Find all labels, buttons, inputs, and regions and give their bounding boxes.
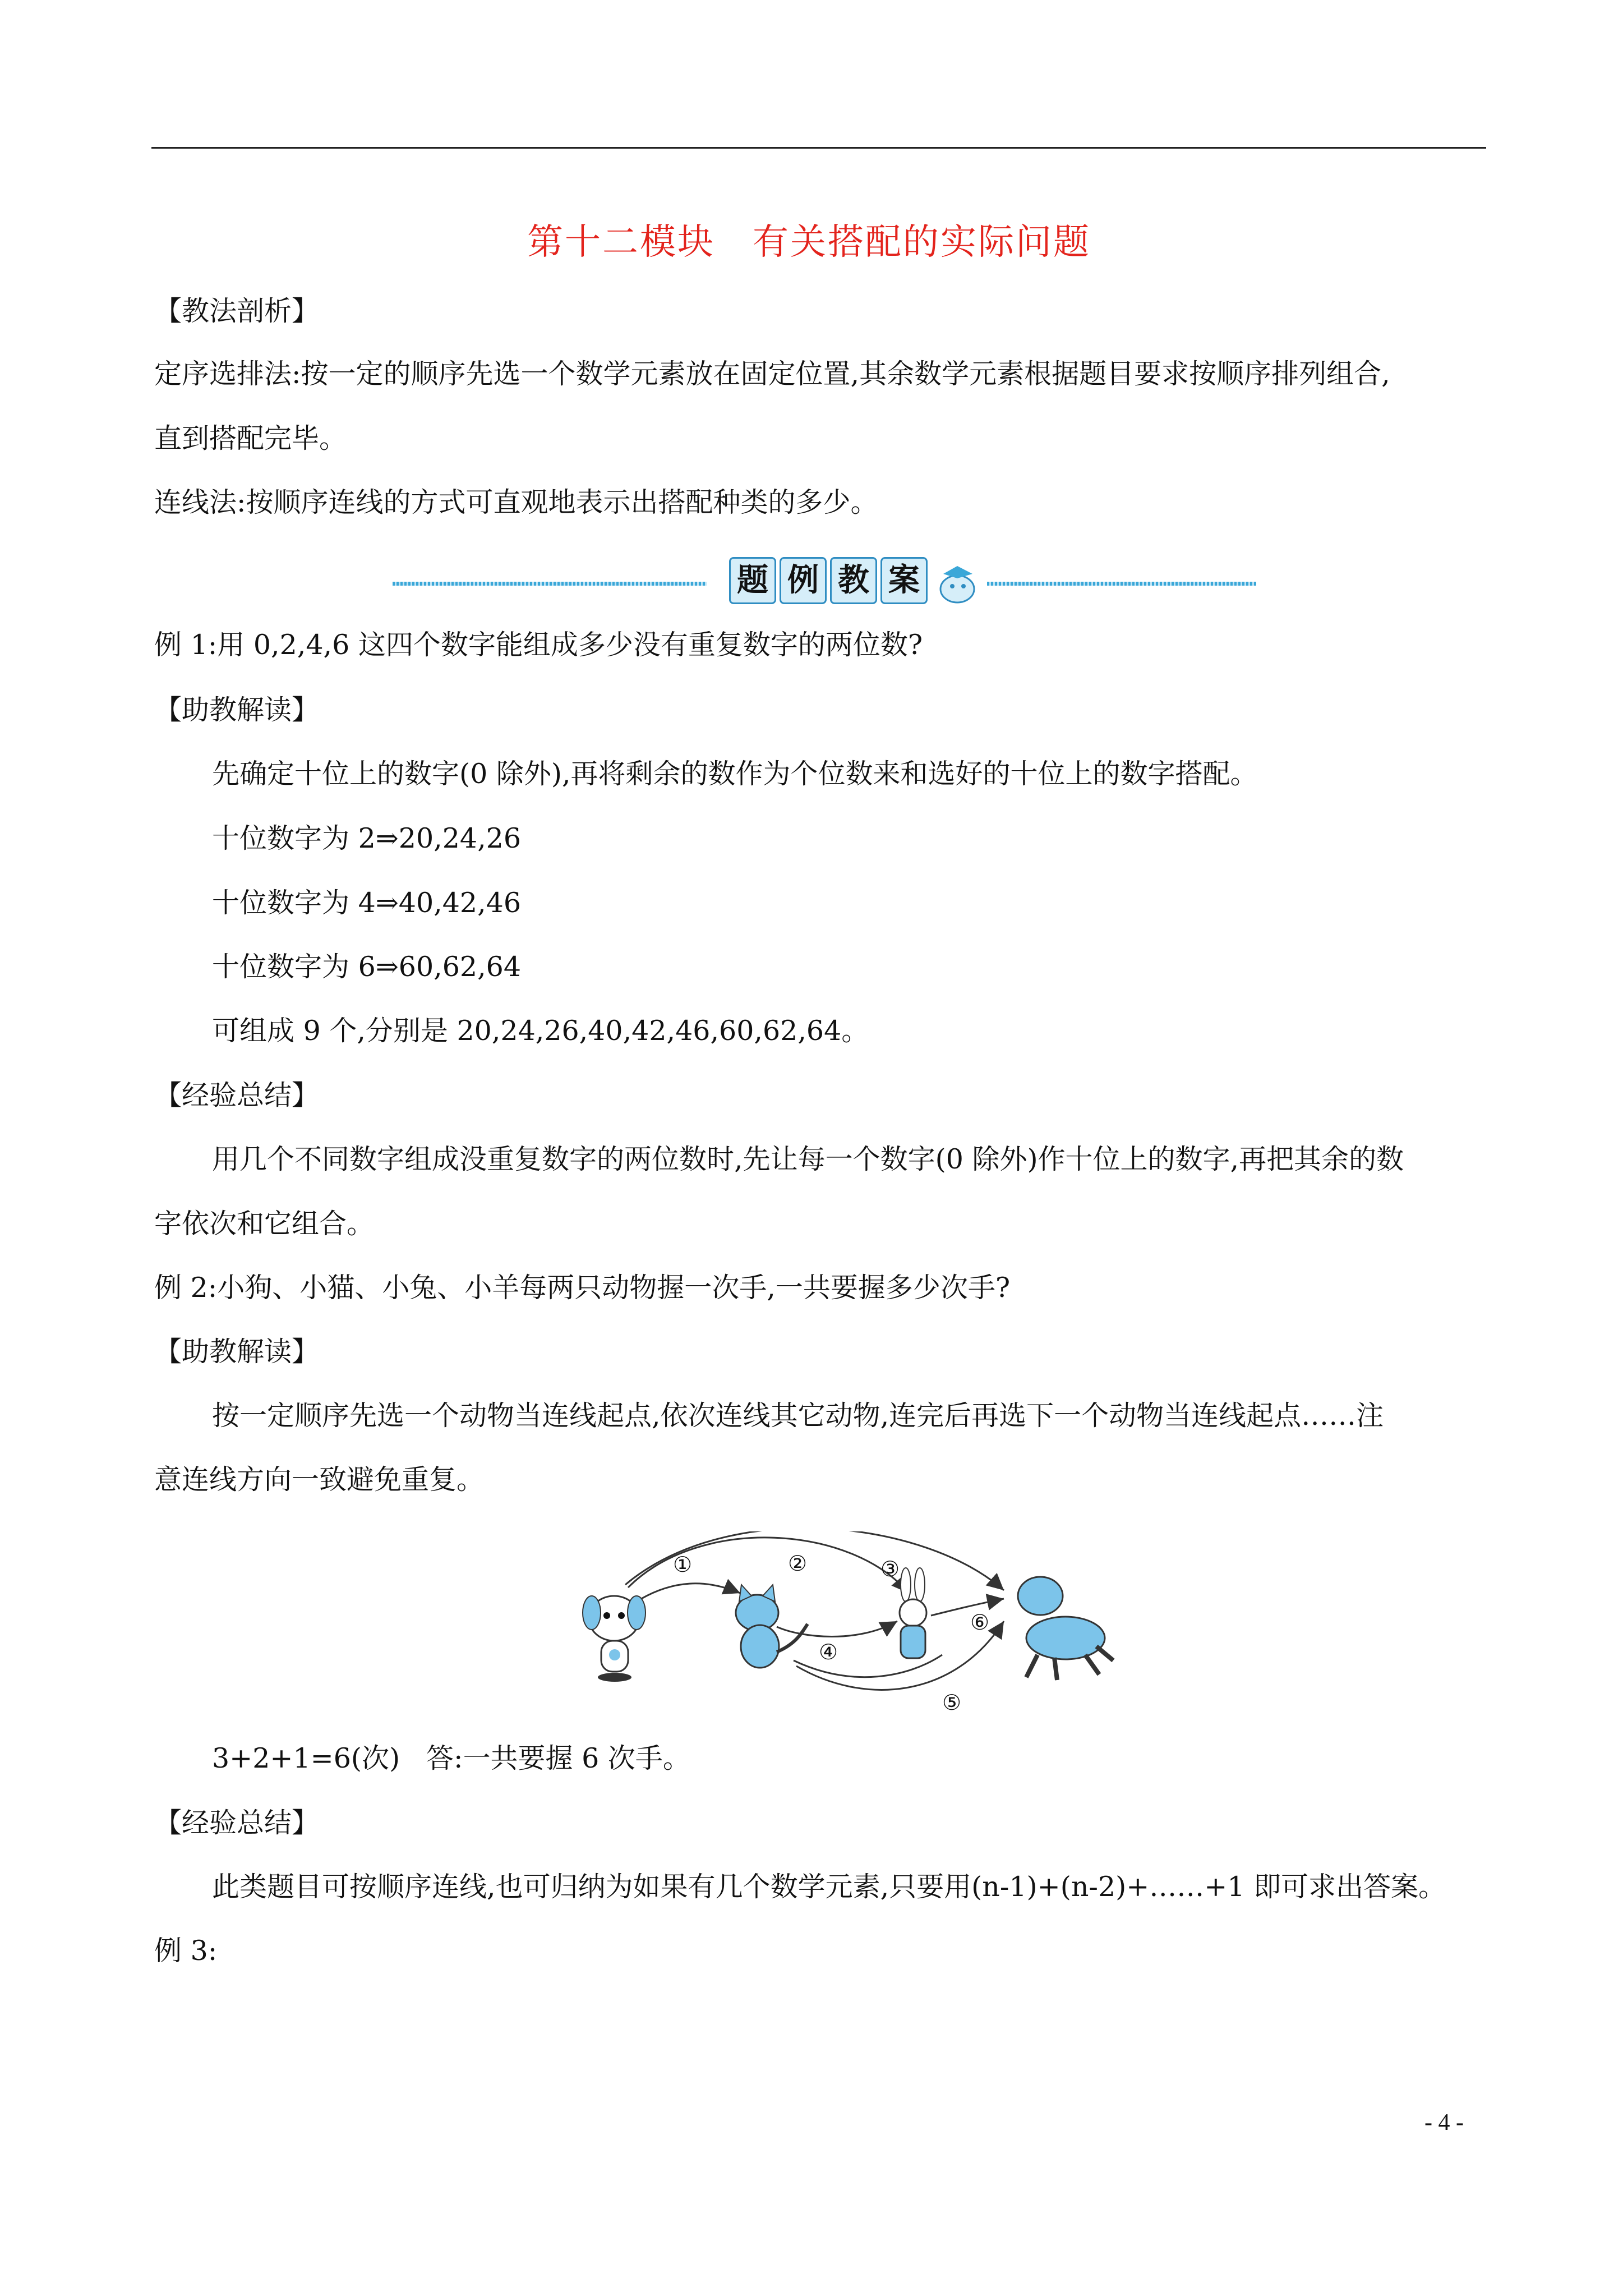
diagram-label: ⑤: [942, 1690, 962, 1715]
paragraph: 字依次和它组合。: [154, 1208, 375, 1240]
diagram-label: ①: [673, 1552, 693, 1577]
banner-line-right: [987, 582, 1256, 586]
section-heading: 【经验总结】: [154, 1807, 320, 1839]
mascot-icon: [932, 558, 985, 609]
paragraph: 直到搭配完毕。: [154, 422, 347, 454]
diagram-label: ②: [788, 1551, 808, 1576]
paragraph: 此类题目可按顺序连线,也可归纳为如果有几个数学元素,只要用(n-1)+(n-2)+……+1 即可求出答案。: [212, 1871, 1446, 1903]
banner-char: 教: [830, 557, 877, 604]
banner-line-left: [393, 582, 707, 586]
section-heading: 【经验总结】: [154, 1079, 320, 1111]
paragraph: 定序选排法:按一定的顺序先选一个数学元素放在固定位置,其余数学元素根据题目要求按顺序排列组合,: [154, 358, 1390, 390]
section-heading: 【教法剖析】: [154, 295, 320, 327]
page-number: - 4 -: [1424, 2110, 1464, 2136]
example-label: 例 3:: [154, 1935, 218, 1967]
paragraph: 意连线方向一致避免重复。: [154, 1464, 485, 1496]
header-rule: [151, 147, 1486, 149]
paragraph: 连线法:按顺序连线的方式可直观地表示出搭配种类的多少。: [154, 486, 878, 518]
example-banner: [393, 553, 1256, 614]
answer-text: 答:一共要握 6 次手。: [426, 1742, 690, 1774]
paragraph: 十位数字为 2⇒20,24,26: [212, 822, 522, 854]
diagram-label: ③: [880, 1557, 900, 1581]
banner-char: 例: [780, 557, 827, 604]
diagram-label: ④: [819, 1640, 838, 1664]
diagram-label: ⑥: [970, 1610, 990, 1635]
paragraph: 十位数字为 6⇒60,62,64: [212, 951, 522, 983]
section-heading: 【助教解读】: [154, 694, 320, 726]
paragraph: 可组成 9 个,分别是 20,24,26,40,42,46,60,62,64。: [212, 1015, 869, 1047]
answer-calc: 3+2+1=6(次): [212, 1742, 400, 1774]
paragraph: 按一定顺序先选一个动物当连线起点,依次连线其它动物,连完后再选下一个动物当连线起点……注: [212, 1400, 1384, 1432]
sheep-icon: [1018, 1577, 1113, 1680]
cat-icon: [736, 1585, 808, 1668]
paragraph: 十位数字为 4⇒40,42,46: [212, 887, 522, 919]
example-question: 例 2:小狗、小猫、小兔、小羊每两只动物握一次手,一共要握多少次手?: [154, 1272, 1011, 1304]
paragraph: 先确定十位上的数字(0 除外),再将剩余的数作为个位数来和选好的十位上的数字搭配。: [212, 758, 1258, 790]
dog-icon: [583, 1596, 645, 1682]
handshake-diagram: [561, 1531, 1122, 1722]
rabbit-icon: [900, 1568, 926, 1658]
page-title: 第十二模块 有关搭配的实际问题: [527, 222, 1091, 263]
example-question: 例 1:用 0,2,4,6 这四个数字能组成多少没有重复数字的两位数?: [154, 629, 923, 661]
paragraph: 用几个不同数字组成没重复数字的两位数时,先让每一个数字(0 除外)作十位上的数字,再把其余的数: [212, 1143, 1404, 1175]
banner-char: 题: [729, 557, 776, 604]
section-heading: 【助教解读】: [154, 1336, 320, 1368]
banner-char: 案: [880, 557, 928, 604]
